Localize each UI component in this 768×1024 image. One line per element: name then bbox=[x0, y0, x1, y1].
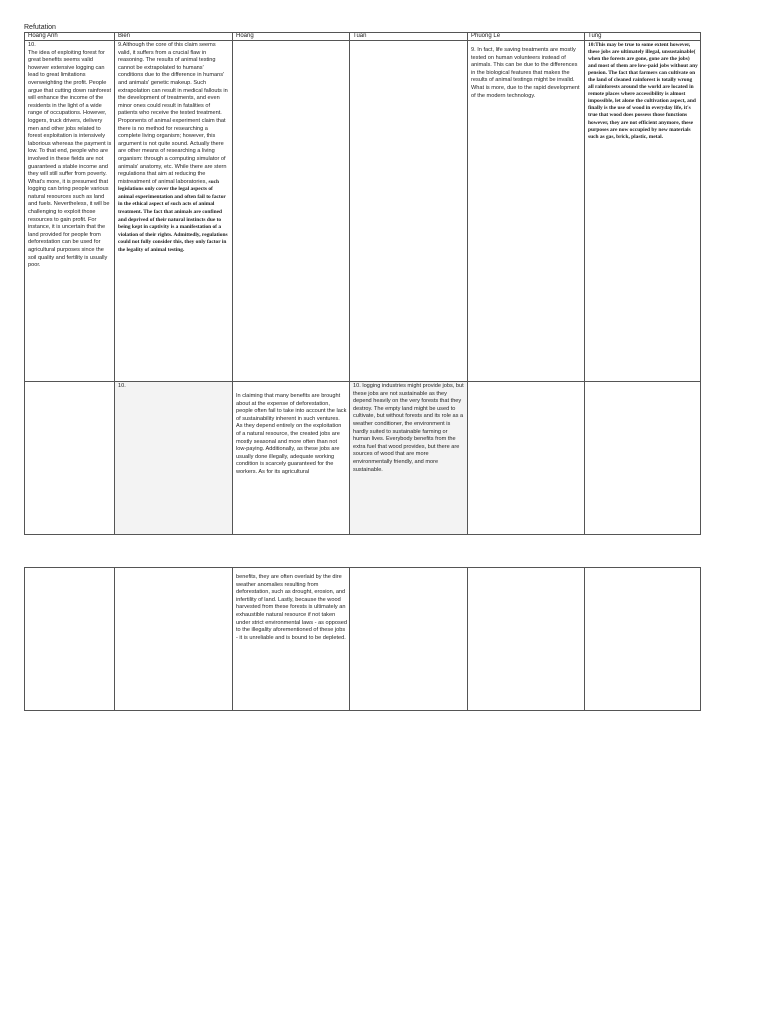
cell-bien-text: 9.Although the core of this claim seems valid, it suffers from a crucial flaw in reasoning. The results of animal testing cannot be extrapolated to humans' conditions due to the difference in humans' and animals' genetic makeup. Such extrapolation can result in medical fallouts in the development of treatments, and even minor ones could result in fatalities of patients who receive the tested treatment. Proponents of animal experiment claim that there is no method for researching a complete living organism; however, this argument is not quite sound. Actually there are other means of researching a living organism: through a computing simulator of animals' anatomy, etc. While there are stern regulations that aim at reducing the mistreatment of animal laboratories, bbox=[118, 42, 228, 185]
cell-tuan bbox=[350, 568, 468, 711]
table-row bbox=[25, 568, 701, 711]
header-row bbox=[25, 33, 701, 41]
column-header-tung: Tung bbox=[585, 33, 701, 41]
column-header-hoang: Hoang bbox=[233, 33, 350, 41]
column-header-bien: Bien bbox=[115, 33, 233, 41]
cell-bien bbox=[115, 41, 233, 382]
cell-bien: 10. bbox=[115, 382, 233, 535]
table-row bbox=[25, 382, 701, 535]
cell-phuong-le: 9. In fact, life saving treatments are mostly tested on human volunteers instead of animals. This can be due to the differences in the biological features that makes the results of animal testings might be invalid. What is more, due to the rapid development of the modern technology. bbox=[468, 41, 585, 382]
cell-tung bbox=[585, 568, 701, 711]
refutation-table-continued bbox=[24, 567, 701, 711]
cell-tung: 10:This may be true to some extent however, these jobs are ultimately illegal, unsustainable( when the forests are gone, gone are the jobs) and most of them are low-paid jobs without any pension. The fact that farmers can cultivate on the land of cleaned rainforest is totally wrong all rainforests around the world are located in remote places where accessibility is almost impossible, let alone the cultivation aspect, and finally is the use of wood in everyday life, it's true that wood does possess those functions however, they are not efficient anymore, these purposes are now occupied by new materials such as gas, brick, plastic, metal. bbox=[585, 41, 701, 382]
cell-phuong-le bbox=[468, 382, 585, 535]
cell-bien bbox=[115, 568, 233, 711]
cell-tung bbox=[585, 382, 701, 535]
cell-phuong-le bbox=[468, 568, 585, 711]
cell-bien-bold-text: such legislations only cover the legal aspects of animal experimentation and often fail to factor in the ethical aspect of such acts of animal treatment. The fact that animals are confined and deprived of their natural instincts due to being kept in captivity is a manifestation of a violation of their rights. Admittedly, regulations could not fully consider this, they only factor in the legality of animal testing. bbox=[118, 178, 228, 254]
cell-hoang bbox=[233, 41, 350, 382]
cell-hoang: benefits, they are often overlaid by the dire weather anomalies resulting from deforestation, such as drought, erosion, and infertility of land. Lastly, because the wood harvested from these forests is ultimately an exhaustible natural resource if not taken under strict environmental laws - as opposed to the illegality aforementioned of these jobs - it is unreliable and is bound to be depleted. bbox=[233, 568, 350, 711]
table-row bbox=[25, 41, 701, 382]
column-header-phuong-le: Phuong Le bbox=[468, 33, 585, 41]
cell-hoang-anh: 10. The idea of exploiting forest for great benefits seems valid however extensive logging can lead to great limitations overweighting the profit. People argue that cutting down rainforest will enhance the income of the residents in the light of a wide range of occupations. However, loggers, truck drivers, delivery men and other jobs related to forest exploitation is intensively laborious whereas the payment is low. To that end, people who are involved in these fields are not guaranteed a stable income and they will still suffer from poverty. What's more, it is presumed that logging can bring people various natural resources such as land and fuels. Nevertheless, it will be challenging to exploit those resources to gain profit. For instance, it is uncertain that the land provided for people from deforestation can be used for agricultural purposes since the soil quality and fertility is usually poor. bbox=[25, 41, 115, 382]
refutation-table bbox=[24, 32, 701, 535]
cell-tuan: 10. logging industries might provide jobs, but these jobs are not sustainable as they depend heavily on the very forests that they destroy. The empty land might be used to cultivate, but without forests and its role as a weather conditioner, the environment is hardly suited to sustainable farming or human lives. Everybody benefits from the extra fuel that wood provides, but there are sources of wood that are more environmentally friendly, and more sustainable. bbox=[350, 382, 468, 535]
cell-tuan bbox=[350, 41, 468, 382]
document-title: Refutation bbox=[24, 24, 56, 31]
cell-hoang: In claiming that many benefits are brought about at the expense of deforestation, people often fail to take into account the lack of sustainability inherent in such ventures. As they depend entirely on the exploitation of a natural resource, the created jobs are mostly seasonal and more often than not low-paying. Additionally, as these jobs are usually done illegally, adequate working condition is scarcely guaranteed for the workers. As for its agricultural bbox=[233, 382, 350, 535]
column-header-hoang-anh: Hoang Anh bbox=[25, 33, 115, 41]
column-header-tuan: Tuan bbox=[350, 33, 468, 41]
cell-hoang-anh bbox=[25, 568, 115, 711]
cell-hoang-anh bbox=[25, 382, 115, 535]
